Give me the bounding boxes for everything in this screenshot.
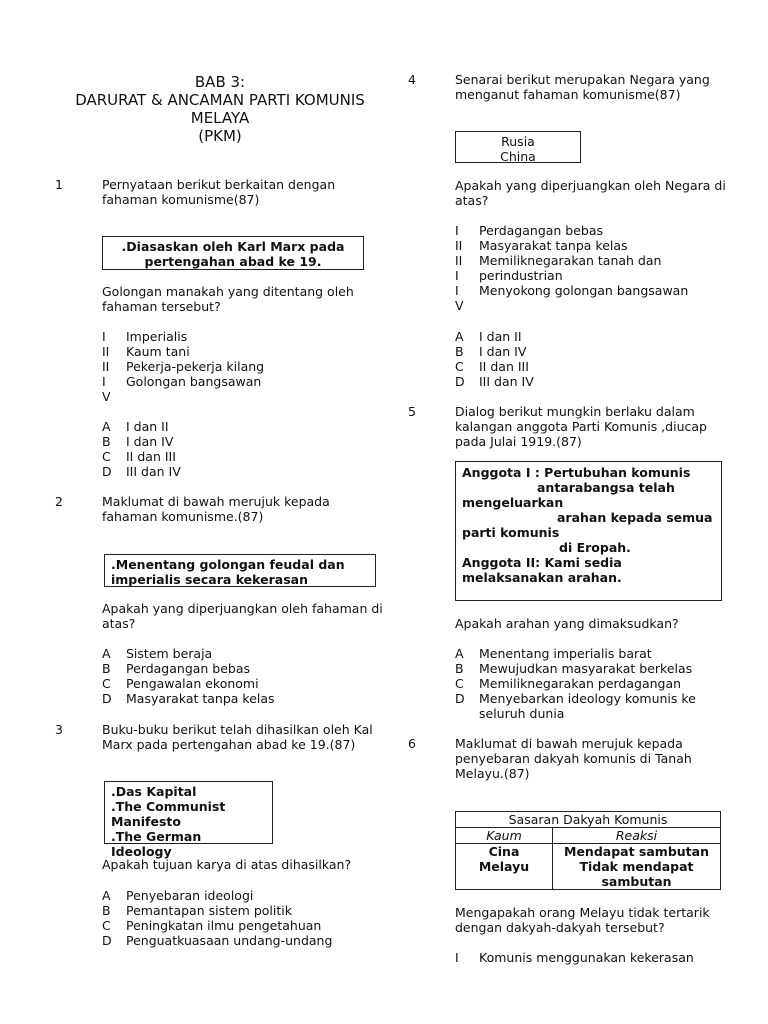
roman-key: I <box>102 329 106 344</box>
q6-propaganda-table <box>455 811 721 890</box>
option-key: D <box>102 691 112 706</box>
table-row <box>456 812 721 828</box>
cell-mendapat: Mendapat sambutan <box>564 844 709 859</box>
option-key: B <box>455 344 464 359</box>
q1-options <box>102 419 181 479</box>
q2-options <box>102 646 275 706</box>
q6-stem-line2: penyebaran dakyah komunis di Tanah <box>455 751 692 766</box>
list-item <box>455 283 688 298</box>
answer-option-d[interactable] <box>102 933 332 948</box>
q1-box-line2: pertengahan abad ke 19. <box>144 254 322 269</box>
option-value: II dan III <box>479 359 529 374</box>
page-title <box>55 73 385 145</box>
q2-question <box>102 601 383 631</box>
q5-dialog-line: arahan kepada semua <box>557 510 713 525</box>
answer-option-b[interactable] <box>102 661 275 676</box>
option-value: Penyebaran ideologi <box>126 888 254 903</box>
q5-stem <box>455 404 707 449</box>
answer-option-c[interactable] <box>455 676 696 691</box>
cell-sambutan: sambutan <box>601 874 672 889</box>
q4-countries-box <box>455 131 581 163</box>
q4-options <box>455 329 534 389</box>
list-item <box>455 238 688 253</box>
q1-question-line2: fahaman tersebut? <box>102 299 221 314</box>
roman-key: I <box>102 374 106 389</box>
option-key: C <box>102 449 111 464</box>
q4-question-line1: Apakah yang diperjuangkan oleh Negara di <box>455 178 726 193</box>
q2-question-line1: Apakah yang diperjuangkan oleh fahaman di <box>102 601 383 616</box>
option-key: D <box>455 691 465 706</box>
option-value: Peningkatan ilmu pengetahuan <box>126 918 322 933</box>
roman-key: V <box>455 298 464 313</box>
option-value: I dan II <box>126 419 169 434</box>
option-key: C <box>102 918 111 933</box>
option-value: Menentang imperialis barat <box>479 646 652 661</box>
q2-stem-line1: Maklumat di bawah merujuk kepada <box>102 494 330 509</box>
q3-number: 3 <box>55 722 63 737</box>
list-item <box>455 253 688 268</box>
q2-stem <box>102 494 330 524</box>
option-key: A <box>102 888 111 903</box>
q1-stem-line1: Pernyataan berikut berkaitan dengan <box>102 177 336 192</box>
answer-option-c[interactable] <box>102 676 275 691</box>
q1-number: 1 <box>55 177 63 192</box>
q5-question-line1: Apakah arahan yang dimaksudkan? <box>455 616 679 631</box>
table-cell-kaum <box>456 844 553 890</box>
option-value: Penguatkuasaan undang-undang <box>126 933 333 948</box>
cell-tidak-mendapat: Tidak mendapat <box>579 859 694 874</box>
option-value: I dan IV <box>479 344 527 359</box>
q5-question <box>455 616 679 631</box>
option-key: C <box>455 359 464 374</box>
roman-key: I <box>455 950 459 965</box>
option-key: D <box>102 933 112 948</box>
list-item <box>102 374 264 389</box>
title-line-4: (PKM) <box>198 127 242 145</box>
q1-box-line1: .Diasaskan oleh Karl Marx pada <box>121 239 345 254</box>
q2-number: 2 <box>55 494 63 509</box>
q6-number: 6 <box>408 736 416 751</box>
option-key: D <box>102 464 112 479</box>
roman-value: Masyarakat tanpa kelas <box>479 238 628 253</box>
q1-stem-line2: fahaman komunisme(87) <box>102 192 260 207</box>
list-item <box>102 389 264 404</box>
q5-stem-line2: kalangan anggota Parti Komunis ,diucap <box>455 419 707 434</box>
option-value: Menyebarkan ideology komunis ke <box>479 691 696 706</box>
q5-dialog-line: parti komunis <box>462 525 560 540</box>
title-line-3: MELAYA <box>190 109 250 127</box>
q4-country-1: Rusia <box>501 134 535 149</box>
option-value: Masyarakat tanpa kelas <box>126 691 275 706</box>
roman-key: II <box>102 344 110 359</box>
q3-book-2: .The Communist <box>111 799 226 814</box>
q5-dialog-line: antarabangsa telah <box>537 480 675 495</box>
q5-dialog-box <box>455 461 722 601</box>
q6-stem-line3: Melayu.(87) <box>455 766 530 781</box>
answer-option-d[interactable] <box>102 464 181 479</box>
roman-value: Memiliknegarakan tanah dan <box>479 253 662 268</box>
q6-question <box>455 905 710 935</box>
option-key: C <box>455 676 464 691</box>
table-row <box>456 844 721 890</box>
list-item <box>455 223 688 238</box>
option-key: B <box>102 434 111 449</box>
roman-value: Imperialis <box>126 329 188 344</box>
cell-melayu: Melayu <box>478 859 530 874</box>
option-key: D <box>455 374 465 389</box>
option-value: II dan III <box>126 449 176 464</box>
q1-question-line1: Golongan manakah yang ditentang oleh <box>102 284 354 299</box>
q1-stem <box>102 177 335 207</box>
answer-option-a[interactable] <box>455 646 696 661</box>
q1-question <box>102 284 354 314</box>
list-item <box>102 344 264 359</box>
option-value: Pemantapan sistem politik <box>126 903 292 918</box>
q5-stem-line3: pada Julai 1919.(87) <box>455 434 582 449</box>
option-key: A <box>455 646 464 661</box>
q5-options <box>455 646 696 721</box>
option-key: A <box>102 646 111 661</box>
roman-key: II <box>455 253 463 268</box>
q2-stem-line2: fahaman komunisme.(87) <box>102 509 264 524</box>
roman-key: II <box>102 359 110 374</box>
q6-stem-line1: Maklumat di bawah merujuk kepada <box>455 736 683 751</box>
table-caption: Sasaran Dakyah Komunis <box>456 812 721 828</box>
q6-question-line2: dengan dakyah-dakyah tersebut? <box>455 920 665 935</box>
q4-roman-list <box>455 223 688 313</box>
q2-question-line2: atas? <box>102 616 136 631</box>
roman-value: perindustrian <box>479 268 563 283</box>
q4-stem-line1: Senarai berikut merupakan Negara yang <box>455 72 710 87</box>
roman-value: Kaum tani <box>126 344 190 359</box>
q3-book-2b: Manifesto <box>111 814 181 829</box>
cell-cina: Cina <box>488 844 520 859</box>
answer-option-b[interactable] <box>455 661 696 676</box>
answer-option-a[interactable] <box>102 419 181 434</box>
roman-value: Golongan bangsawan <box>126 374 262 389</box>
q4-country-2: China <box>500 149 536 164</box>
roman-key: V <box>102 389 111 404</box>
q6-question-line1: Mengapakah orang Melayu tidak tertarik <box>455 905 710 920</box>
list-item <box>455 950 694 965</box>
q6-stem <box>455 736 692 781</box>
option-key: A <box>455 329 464 344</box>
q5-dialog-line: Anggota II: Kami sedia <box>462 555 622 570</box>
roman-value: Pekerja-pekerja kilang <box>126 359 265 374</box>
answer-option-d[interactable] <box>455 691 696 706</box>
option-value: III dan IV <box>479 374 534 389</box>
q3-book-1: .Das Kapital <box>111 784 197 799</box>
answer-option-d-cont: seluruh dunia <box>479 706 565 721</box>
option-value: Pengawalan ekonomi <box>126 676 259 691</box>
q5-number: 5 <box>408 404 416 419</box>
option-value: I dan II <box>479 329 522 344</box>
q6-roman-list <box>455 950 694 965</box>
q3-question-line1: Apakah tujuan karya di atas dihasilkan? <box>102 857 352 872</box>
q2-statement-box <box>104 554 376 587</box>
answer-option-b[interactable] <box>102 903 332 918</box>
list-item <box>455 298 688 313</box>
option-value: I dan IV <box>126 434 174 449</box>
q4-stem-line2: menganut fahaman komunisme(87) <box>455 87 681 102</box>
q3-stem-line1: Buku-buku berikut telah dihasilkan oleh Kal <box>102 722 373 737</box>
option-key: B <box>455 661 464 676</box>
q1-roman-list <box>102 329 264 404</box>
q4-number: 4 <box>408 72 416 87</box>
answer-option-a[interactable] <box>102 646 275 661</box>
list-item <box>455 268 688 283</box>
answer-option-b[interactable] <box>455 344 534 359</box>
option-value: Memiliknegarakan perdagangan <box>479 676 682 691</box>
roman-key: I <box>455 223 459 238</box>
option-value: Sistem beraja <box>126 646 213 661</box>
roman-value: Perdagangan bebas <box>479 223 604 238</box>
answer-option-c[interactable] <box>102 449 181 464</box>
q5-dialog-line: melaksanakan arahan. <box>462 570 622 585</box>
title-line-2: DARURAT & ANCAMAN PARTI KOMUNIS <box>75 91 365 109</box>
answer-option-a[interactable] <box>455 329 534 344</box>
answer-option-d[interactable] <box>455 374 534 389</box>
q4-stem <box>455 72 710 102</box>
table-header-kaum: Kaum <box>456 828 553 844</box>
q3-stem-line2: Marx pada pertengahan abad ke 19.(87) <box>102 737 356 752</box>
table-cell-reaksi <box>553 844 721 890</box>
answer-option-d[interactable] <box>102 691 275 706</box>
q5-stem-line1: Dialog berikut mungkin berlaku dalam <box>455 404 695 419</box>
q1-statement-box <box>102 236 364 270</box>
option-value: Perdagangan bebas <box>126 661 251 676</box>
q2-box-line1: .Menentang golongan feudal dan <box>111 557 345 572</box>
option-key: A <box>102 419 111 434</box>
list-item <box>102 359 264 374</box>
roman-key: I <box>455 283 459 298</box>
title-line-1: BAB 3: <box>194 73 246 91</box>
list-item <box>102 329 264 344</box>
answer-option-b[interactable] <box>102 434 181 449</box>
option-value: Mewujudkan masyarakat berkelas <box>479 661 693 676</box>
roman-value: Menyokong golongan bangsawan <box>479 283 689 298</box>
roman-key: II <box>455 238 463 253</box>
option-value: III dan IV <box>126 464 181 479</box>
table-row <box>456 828 721 844</box>
q3-stem <box>102 722 373 752</box>
q2-box-line2: imperialis secara kekerasan <box>111 572 308 587</box>
option-key: B <box>102 661 111 676</box>
q3-options <box>102 888 332 948</box>
q4-question <box>455 178 726 208</box>
option-key: B <box>102 903 111 918</box>
answer-option-c[interactable] <box>455 359 534 374</box>
roman-value: Komunis menggunakan kekerasan <box>479 950 694 965</box>
answer-option-a[interactable] <box>102 888 332 903</box>
q3-question <box>102 857 351 872</box>
q5-dialog-line: mengeluarkan <box>462 495 564 510</box>
answer-option-c[interactable] <box>102 918 332 933</box>
q5-dialog-line: di Eropah. <box>559 540 631 555</box>
q3-books-box <box>104 781 273 859</box>
q5-dialog-line: Anggota I : Pertubuhan komunis <box>462 465 691 480</box>
option-key: C <box>102 676 111 691</box>
roman-key: I <box>455 268 459 283</box>
q4-question-line2: atas? <box>455 193 489 208</box>
q3-book-3: .The German Ideology <box>111 829 202 859</box>
table-header-reaksi: Reaksi <box>553 828 721 844</box>
